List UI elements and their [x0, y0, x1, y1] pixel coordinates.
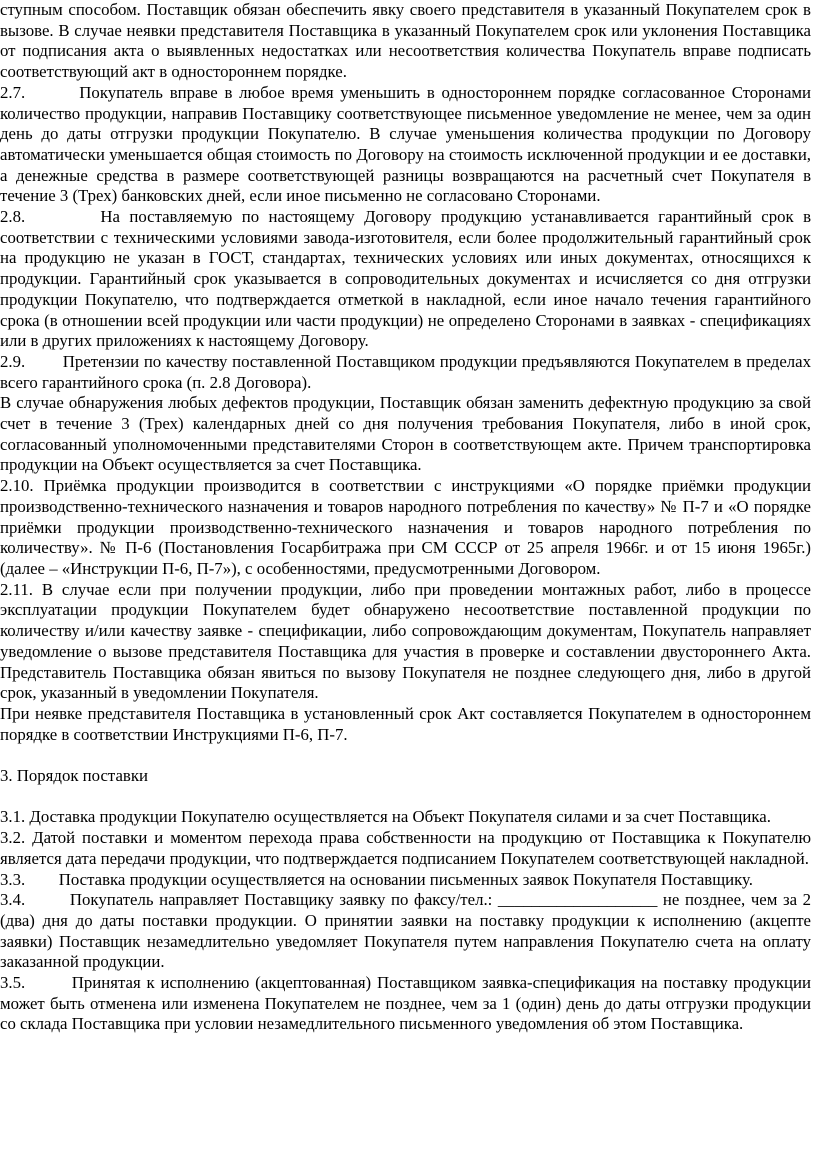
paragraph-3-5: 3.5. Принятая к исполнению (акцептованная) Поставщиком заявка-спецификация на поставку продукции может быть отменена или изменена Покупателем не позднее, чем за 1 (один) день до даты отгрузки продукции со склада Поставщика при условии незамедлительного письменного уведомления об этом Поставщика. [0, 973, 811, 1034]
paragraph-2-11: 2.11. В случае если при получении продукции, либо при проведении монтажных работ, либо в процессе эксплуатации продукции Покупателем будет обнаружено несоответствие поставленной продукции по количеству и/или качеству заявке - спецификации, либо сопровождающим документам, Покупатель направляет уведомление о вызове представителя Поставщика для участия в проверке и составлении двустороннего Акта. Представитель Поставщика обязан явиться по вызову Покупателя не позднее следующего дня, либо в другой срок, указанный в уведомлении Покупателя. [0, 579, 811, 703]
paragraph-3-3: 3.3. Поставка продукции осуществляется на основании письменных заявок Покупателя Поставщику. [0, 869, 753, 889]
paragraph-2-6-continuation: ступным способом. Поставщик обязан обеспечить явку своего представителя в указанный Покупателем срок в вызове. В случае неявки представителя Поставщика в указанный Покупателем срок или уклонения Поставщика от подписания акта о выявленных недостатках или несоответствия количества Покупатель вправе подписать соответствующий акт в одностороннем порядке. [0, 0, 811, 82]
paragraph-no-show-act: При неявке представителя Поставщика в установленный срок Акт составляется Покупателем в одностороннем порядке в соответствии Инструкциями П-6, П-7. [0, 703, 811, 744]
paragraph-3-1: 3.1. Доставка продукции Покупателю осуществляется на Объект Покупателя силами и за счет Поставщика. [0, 807, 771, 827]
paragraph-3-2: 3.2. Датой поставки и моментом перехода права собственности на продукцию от Поставщика к Покупателю является дата передачи продукции, что подтверждается подписанием Покупателем соответствующей накладной. [0, 828, 811, 868]
paragraph-3-4: 3.4. Покупатель направляет Поставщику заявку по факсу/тел.: ___________________ не позднее, чем за 2 (два) дня до даты поставки продукции. О принятии заявки на поставку продукции к исполнению (акцепте заявки) Поставщик незамедлительно уведомляет Покупателя путем направления Покупателю счета на оплату заказанной продукции. [0, 890, 811, 972]
blank-line [0, 745, 811, 766]
paragraph-2-9: 2.9. Претензии по качеству поставленной Поставщиком продукции предъявляются Покупателем в пределах всего гарантийного срока (п. 2.8 Договора). [0, 351, 811, 392]
paragraph-defect-replacement: В случае обнаружения любых дефектов продукции, Поставщик обязан заменить дефектную продукцию за свой счет в течение 3 (Трех) календарных дней со дня получения требования Покупателя, либо в иной срок, согласованный уполномоченными представителями Сторон в соответствующем акте. Причем транспортировка продукции на Объект осуществляется за счет Поставщика. [0, 393, 811, 475]
section-heading-3: 3. Порядок поставки [0, 766, 148, 785]
paragraph-2-10: 2.10. Приёмка продукции производится в соответствии с инструкциями «О порядке приёмки продукции производственно-технического назначения и товаров народного потребления по качеству» № П-7 и «О порядке приёмки продукции производственно-технического назначения и товаров народного потребления по количеству». № П-6 (Постановления Госарбитража при СМ СССР от 25 апреля 1966г. и от 15 июня 1965г.) (далее – «Инструкции П-6, П-7»), с особенностями, предусмотренными Договором. [0, 476, 811, 578]
blank-line [0, 787, 811, 808]
paragraph-2-7: 2.7. Покупатель вправе в любое время уменьшить в одностороннем порядке согласованное Сторонами количество продукции, направив Поставщику соответствующее письменное уведомление не менее, чем за один день до даты отгрузки продукции Покупателю. В случае уменьшения количества продукции по Договору автоматически уменьшается общая стоимость по Договору на стоимость исключенной продукции и ее доставки, а денежные средства в размере соответствующей разницы возвращаются на расчетный счет Покупателя в течение 3 (Трех) банковских дней, если иное письменно не согласовано Сторонами. [0, 82, 811, 206]
paragraph-2-8: 2.8. На поставляемую по настоящему Договору продукцию устанавливается гарантийный срок в соответствии с техническими условиями завода-изготовителя, если более продолжительный гарантийный срок на продукцию не указан в ГОСТ, стандартах, технических условиях или иных документах, относящихся к продукции. Гарантийный срок указывается в сопроводительных документах и исчисляется со дня отгрузки продукции Покупателю, что подтверждается отметкой в накладной, если иное начало течения гарантийного срока (в отношении всей продукции или части продукции) не определено Сторонами в заявках - спецификациях или в других приложениях к настоящему Договору. [0, 207, 811, 351]
